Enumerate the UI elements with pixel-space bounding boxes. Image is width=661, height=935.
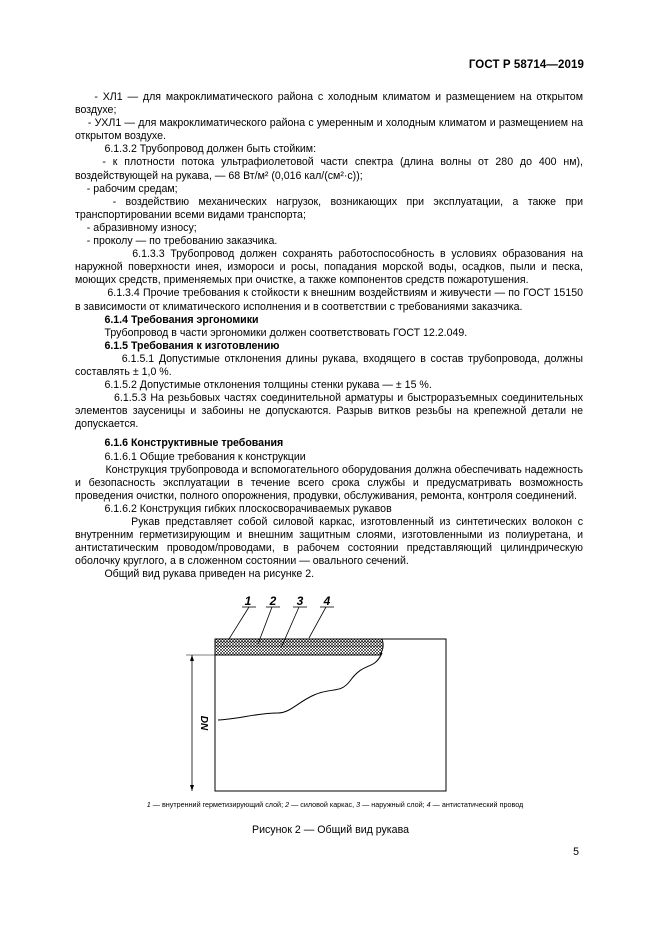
figure-label-1: 1 [244,595,252,608]
dn-label: DN [198,715,209,731]
list-item: - воздействию механических нагрузок, возникающих при эксплуатации, а также при транспортировании всеми видами транспорта; [75,195,583,221]
clause-6-1-5-1: 6.1.5.1 Допустимые отклонения длины рукава, входящего в состав трубопровода, должны составлять ± 1,0 %. [75,352,584,378]
clause-6-1-3-4: 6.1.3.4 Прочие требования к стойкости к внешним воздействиям и живучести — по ГОСТ 15150 в зависимости от климатического исполнения и в соответствии с требованиями заказчика. [75,287,583,313]
figure-legend: 1 — внутренний герметизирующий слой; 2 — силовой каркас, 3 — наружный слой; 4 — антистатический провод [146,800,524,809]
document-header: ГОСТ Р 58714—2019 [468,59,584,71]
figure-label-2: 2 [269,595,277,608]
clause-6-1-6-2: 6.1.6.2 Конструкция гибких плоскосворачиваемых рукавов [104,502,392,515]
page-number: 5 [573,846,579,858]
paragraph: Общий вид рукава приведен на рисунке 2. [104,568,315,581]
paragraph: Трубопровод в части эргономики должен соответствовать ГОСТ 12.2.049. [104,326,468,339]
list-item: - УХЛ1 — для макроклиматического района с умеренным и холодным климатом и размещением на открытом воздухе. [75,117,583,143]
list-item: - ХЛ1 — для макроклиматического района с холодным климатом и размещением на открытом воздухе; [75,91,583,117]
inner-contour [218,653,382,720]
clause-6-1-3-3: 6.1.3.3 Трубопровод должен сохранять работоспособность в условиях образования на наружной поверхности инея, измороси и росы, попадания морской воды, осадков, пыли и песка, моющих средств, применяемых при очистке, а также компонентов средств пожаротушения. [75,248,583,287]
section-heading: 6.1.5 Требования к изготовлению [104,339,280,352]
hose-figure [178,595,448,793]
section-heading: 6.1.4 Требования эргономики [104,313,259,326]
paragraph: Конструкция трубопровода и вспомогательного оборудования должна обеспечивать надежность и безопасность эксплуатации в течение всего срока службы и предусматривать возможность проведения очистки, полного опорожнения, продувки, обслуживания, ремонта, контроля соединений. [75,463,583,502]
list-item: - к плотности потока ультрафиолетовой части спектра (длина волны от 280 до 400 нм), воздействующей на рукава, — 68 Вт/м² (0,016 кал/(см²·с)); [75,156,583,182]
figure-title: Рисунок 2 — Общий вид рукава [252,824,409,836]
list-item: - абразивному износу; [86,221,197,234]
clause-6-1-5-2: 6.1.5.2 Допустимые отклонения толщины стенки рукава — ± 15 %. [104,379,432,392]
section-heading: 6.1.6 Конструктивные требования [104,437,284,450]
figure-frame [215,639,446,791]
paragraph: Рукав представляет собой силовой каркас, изготовленный из синтетических волокон с внутренним герметизирующим и внешним защитным слоями, изготовленными из полиуретана, и антистатическим проводом/проводами, в рабочем состоянии представляющий цилиндрическую оболочку круглого, а в сложенном состоянии — овального сечений. [75,516,583,568]
clause-6-1-3-2: 6.1.3.2 Трубопровод должен быть стойким: [104,143,317,156]
figure-label-3: 3 [296,595,304,608]
hose-layers-band [215,639,383,655]
clause-6-1-5-3: 6.1.5.3 На резьбовых частях соединительной арматуры и быстроразъемных соединительных элементов заусеницы и забоины не допускаются. Разрыв витков резьбы на крепежной детали не допускается. [75,392,583,431]
body-text [75,91,583,581]
list-item: - рабочим средам; [86,182,178,195]
clause-6-1-6-1: 6.1.6.1 Общие требования к конструкции [104,450,306,463]
figure-label-4: 4 [323,595,331,608]
list-item: - проколу — по требованию заказчика. [86,235,278,248]
